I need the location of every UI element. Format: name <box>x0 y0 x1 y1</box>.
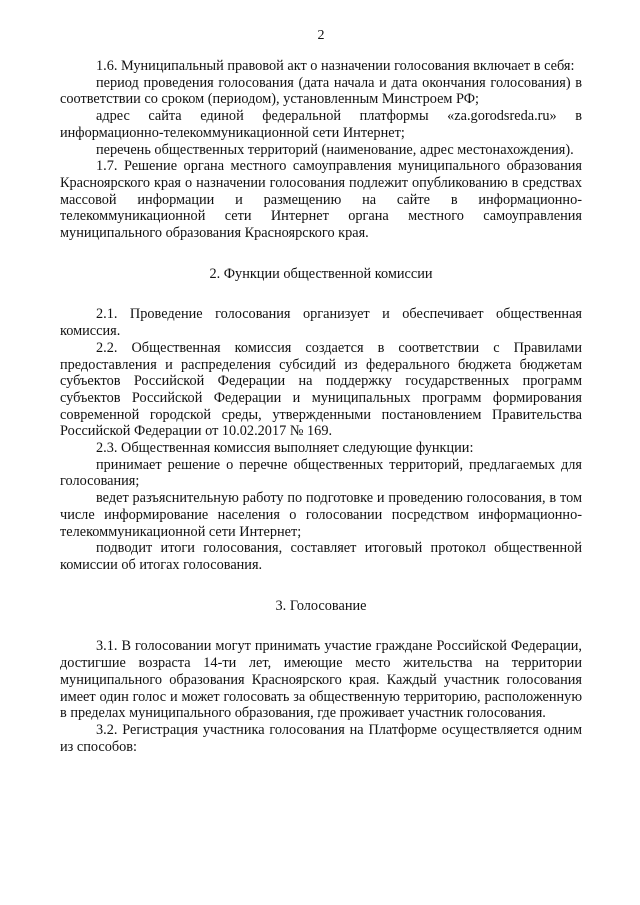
paragraph-1-6: 1.6. Муниципальный правовой акт о назначении голосования включает в себя: <box>96 58 575 74</box>
list-item-territories: перечень общественных территорий (наименование, адрес местонахождения). <box>96 141 574 158</box>
list-item-results: подводит итоги голосования, составляет итоговый протокол общественной комиссии об итогах голосования. <box>60 540 582 573</box>
list-item-explanatory-work: ведет разъяснительную работу по подготовке и проведению голосования, в том числе информирование населения о голосовании посредством информационно-телекоммуникационной сети Интернет; <box>60 490 582 540</box>
paragraph-2-1: 2.1. Проведение голосования организует и обеспечивает общественная комиссия. <box>60 306 582 340</box>
list-item-voting-period: период проведения голосования (дата начала и дата окончания голосования) в соответствии со сроком (периодом), установленным Минстроем РФ; <box>60 74 582 108</box>
paragraph-3-2: 3.2. Регистрация участника голосования на Платформе осуществляется одним из способов: <box>60 721 582 755</box>
page-number: 2 <box>317 28 325 43</box>
section-2-heading: 2. Функции общественной комиссии <box>209 265 433 282</box>
section-3-heading: 3. Голосование <box>275 597 367 614</box>
section-3-body <box>60 638 582 755</box>
section-2-body <box>60 306 582 573</box>
list-item-platform-address: адрес сайта единой федеральной платформы «za.gorodsreda.ru» в информационно-телекоммуникационной сети Интернет; <box>60 108 582 141</box>
list-item-territory-decision: принимает решение о перечне общественных территорий, предлагаемых для голосования; <box>60 456 582 490</box>
paragraph-3-1: 3.1. В голосовании могут принимать участие граждане Российской Федерации, достигшие возраста 14-ти лет, имеющие место жительства на территории муниципального образования Красноярского края. Каждый участник голосования имеет один голос и может голосовать за общественную территорию, расположенную в пределах муниципального образования, где проживает участник голосования. <box>60 638 582 722</box>
paragraph-2-3: 2.3. Общественная комиссия выполняет следующие функции: <box>96 440 474 457</box>
paragraph-1-7: 1.7. Решение органа местного самоуправления муниципального образования Красноярского края о назначении голосования подлежит опубликованию в средствах массовой информации и размещению на сайте в информационно-телекоммуникационной сети Интернет органа местного самоуправления муниципального образования Красноярского края. <box>60 158 582 242</box>
section-1-continuation <box>60 58 582 242</box>
paragraph-2-2: 2.2. Общественная комиссия создается в соответствии с Правилами предоставления и распределения субсидий из федерального бюджета бюджетам субъектов Российской Федерации на поддержку государственных программ субъектов Российской Федерации и муниципальных программ формирования современной городской среды, утвержденными постановлением Правительства Российской Федерации от 10.02.2017 № 169. <box>60 339 582 440</box>
